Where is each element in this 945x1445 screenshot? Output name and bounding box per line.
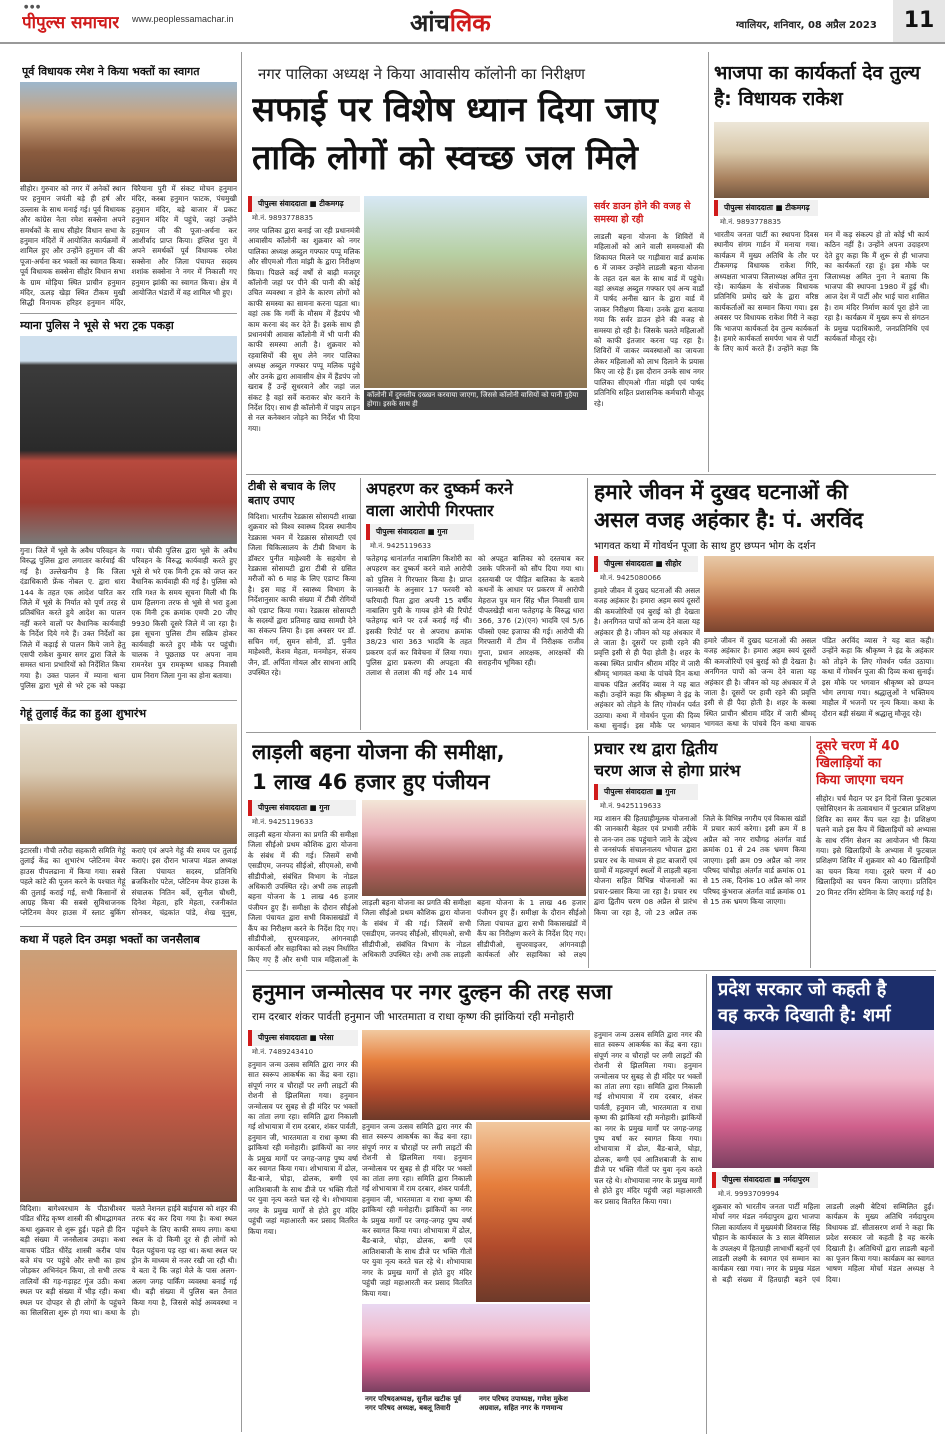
byline: पीपुल्स संवाददाता ■ टीकमगढ़ — [714, 200, 818, 216]
story-headline: म्याना पुलिस ने भूसे से भरा ट्रक पकड़ा — [20, 319, 174, 332]
story-headline: भाजपा का कार्यकर्ता देव तुल्य है: विधायक राकेश — [714, 62, 921, 110]
byline: पीपुल्स संवाददाता ■ गुना — [594, 784, 698, 800]
camp-photo — [362, 800, 586, 896]
procession-photo — [362, 1030, 590, 1120]
story-body: इटारसी। गौची तरौदा सहकारी समिति गेहूं तुलाई केंद्र का शुभारंभ प्लेटिनम वेयर हाउस पीपलढाना में किया गया। सबसे पहले कांटे की पूजन करने के पश्चात गेहूं की तुलाई कराई गई, सभी किसानों से आग्रह किया की सबसे सुविधाजनक प्लेटिनम वेयर हाउस में स्लाट बुकिंग कराएं एवं अपने गेहूं की समय पर तुलाई कराएं। इस दौरान भाजपा मंडल अध्यक्ष जिला पंचायत सदस्य, प्रतिनिधि ब्रजकिशोर पटेल, प्लेटिनम वेयर हाउस के संचालक नितिन बर्वे, सुनील चौधरी, दिनेश मेहता, हरि मेहता, रजनीकांत सोनकर, चंद्रकांत पांडे, शेख यूनुस, — [20, 846, 237, 918]
site-url[interactable]: www.peoplessamachar.in — [132, 14, 234, 24]
story-body: हनुमान जन्म उत्सव समिति द्वारा नगर की सात स्वरूप आकर्षक का केंद्र बना रहा। संपूर्ण नगर व चौराहों पर लगी लाइटों की रोशनी से झिलमिला गया। हनुमान जन्मोत्सव पर सुबह से ही मंदिर पर भक्तों का तांता लगा रहा। समिति द्वारा निकाली गई शोभायात्रा में राम दरबार, शंकर पार्वती, हनुमान जी, भारतमाता व राधा कृष्ण की झांकियां रही मनोहारी। झांकियों का नगर के प्रमुख मार्गों पर जगह-जगह पुष्प वर्षा कर स्वागत किया गया। शोभायात्रा में ढोल, बैंड-बाजे, घोड़ा, ढोलक, बग्गी एवं आतिशबाजी के साथ डीजे पर भक्ति गीतों पर युवा नृत्य करते चल रहे थे। शोभायात्रा नगर के प्रमुख मार्गों से होते हुए मंदिर पहुंची जहां महाआरती कर प्रसाद वितरित किया गया। — [248, 1060, 358, 1236]
story-body: भारतीय जनता पार्टी का स्थापना दिवस स्थानीय संगम गार्डन में मनाया गया। कार्यक्रम में मुख्य अतिथि के तौर पर टीकमगढ़ विधायक राकेश गिरि, अध्यक्षता भाजपा जिलाध्यक्ष अमित नुना रहे। कार्यक्रम के संयोजक विधायक प्रतिनिधि प्रमोद खरे के द्वारा वरिष्ठ कार्यकर्ताओं का सम्मान किया गया। इस अवसर पर विधायक राकेश गिरी ने कहा कि भाजपा कार्यकर्ता देव तुल्य कार्यकर्ता है। हमारे कार्यकर्ता समर्पण भाव से पार्टी के लिए कार्य करते हैं। उन्होंने कहा कि मन में कड़ संकल्प हो तो कोई भी कार्य कठिन नहीं है। उन्होंने अपना उदाहरण देते हुए कहा कि मैं शुरू से ही भाजपा का कार्यकर्ता रहा हूं। इस मौके पर जिलाध्यक्ष अमित नुना ने बताया कि भाजपा की स्थापना 1980 में हुई थी। आज देश में पार्टी और भाई चारा शासित है। राम मंदिर निर्माण कार्य पूरा होने जा रहा है। कार्यक्रम में मुख्य रूप से संगठन के प्रमुख पदाधिकारी, जनप्रतिनिधि एवं कार्यकर्ता मौजूद रहे। — [714, 230, 929, 354]
sidebar-body: लाडली बहना योजना के शिविरों में महिलाओं को आने वाली समस्याओं की शिकायत मिलने पर गाड़ीवारा वार्ड क्रमांक 6 में जाकर उन्होंने लाडली बहना योजना के तहत दल बल के साथ वार्ड में पहुंचे। वहां अध्यक्ष अब्दुल गफ्फार एवं अन्य वार्डों में पार्षद अनीस खान के द्वारा वार्ड में जाकर निरीक्षण किया। उनके द्वारा बताया गया कि सर्वर डाउन होने की वजह से समस्या हो रही है। जिसके चलते महिलाओं को काफी इंतजार करना पड़ रहा है। शिविरों में जाकर व्यवस्थाओं का जायजा लेकर महिलाओं को लाभ दिलाने के प्रयास किए जा रहे हैं। इस दौरान उनके साथ नगर पालिका सीएमओ गीता मांझी एवं पार्षद प्रतिनिधि सहित प्रशासनिक कर्मचारी मौजूद रहे। — [594, 232, 704, 408]
photo-caption: नगर परिषदअध्यक्ष, सुनील खटीक पूर्व नगर परिषद अध्यक्ष, बबलू तिवारी — [365, 1395, 462, 1412]
feature-headline-line2: ताकि लोगों को स्वच्छ जल मिले — [252, 138, 638, 178]
ceremony-photo — [20, 724, 237, 844]
sidebar-title: सर्वर डाउन होने की वजह से समस्या हो रही — [594, 201, 691, 225]
story-headline: पूर्व विधायक रमेश ने किया भक्तों का स्वागत — [22, 65, 200, 78]
devotees-photo — [20, 950, 237, 1202]
story-headline: हनुमान जन्मोत्सव पर नगर दुल्हन की तरह सजा — [252, 980, 612, 1004]
story-body: सीहोर। गुरुवार को नगर में अनेकों स्थान पर हनुमान जयंती बड़े ही हर्ष और उल्लास के साथ मनाई गई। पूर्व विधायक और कांग्रेस नेता रमेश सक्सेना अपने समर्थकों के साथ सीहोर विधान सभा के हनुमान मंदिरों में आयोजित कार्यक्रमों में शामिल हुए और उन्होंने हनुमान जी की पूजा-अर्चना कर भक्तों का स्वागत किया। पूर्व विधायक सक्सेना सीहोर विधान सभा के ग्राम मोड़िया स्थित प्राचीन हनुमान मंदिर, ऊलड़ खेड़ा स्थित टीकम मुखी सिद्धी विनायक हरिहर हनुमान मंदिर, चिरैयाना पुरी में संकट मोचन हनुमान मंदिर, कस्बा हनुमान फाटक, पंचमुखी हनुमान मंदिर, बड़े बाजार में प्रकट हनुमान मंदिर में पहुंचे, जहां उन्होंने हनुमान जी की पूजा-अर्चना कर आशीर्वाद प्राप्त किया। इंग्लिश पुरा में अपने समर्थकों पूर्व विधायक रमेश सक्सेना और जिला पंचायत सदस्य शशांक सक्सेना ने नगर में निकाली गए हनुमान झांकी का स्वागत किया। क्षेत्र में आयोजित भंडारों में वह शामिल भी हुए। — [20, 184, 237, 308]
photo-caption: कॉलोनी में दुरुस्तीय दख्खन करवाया जाएगा, जिससे कॉलोनी वासियों को पानी मुहैया होगा। इसके साथ ही — [364, 390, 587, 410]
byline: पीपुल्स संवाददाता ■ सीहोर — [594, 556, 698, 572]
divider — [20, 313, 237, 314]
byline: पीपुल्स संवाददाता ■ टीकमगढ़ — [248, 196, 360, 212]
story-body-continued: हमारे जीवन में दुखद घटनाओं की असल वजह अहंकार है। हमारा अहम स्वयं दूसरों की कमजोरियों एवं बुराई को ही देखता है। अनगिनत पापों को जन्म देने वाला यह अहंकार ही है। जीवन को यह अंधकार में ले जाता है। दूसरों पर हावी रहने की प्रवृत्ति इसी से ही पैदा होती है। शहर के कस्बा स्थित प्राचीन श्रीराम मंदिर में जारी श्रीमद् भागवत कथा के पांचवे दिन कथा वाचक पंडित अरविंद व्यास ने यह बात कही। उन्होंने कहा कि श्रीकृष्ण ने इंद्र के अहंकार को तोड़ने के लिए गोवर्धन पर्वत उठाया। कथा में गोवर्धन पूजा की दिव्य कथा सुनाई। इस मौके पर भगवान श्रीकृष्ण को छप्पन भोग लगाया गया। श्रद्धालुओं ने भक्तिमय माहौल में भजनों पर नृत्य किया। कथा के दौरान बड़ी संख्या में श्रद्धालु मौजूद रहे। — [704, 636, 934, 729]
brand-logo: पीपुल्स समाचार — [22, 13, 120, 33]
section-title — [410, 6, 491, 39]
women-event-photo — [712, 1030, 934, 1168]
story-headline-line2: 1 लाख 46 हजार हुए पंजीयन — [252, 770, 490, 794]
story-headline-line2: वाला आरोपी गिरफ्तार — [366, 501, 494, 520]
column-divider — [810, 736, 811, 968]
brand-tagline: ● ● ● — [24, 4, 41, 10]
byline: पीपुल्स संवाददाता ■ परेसा — [248, 1030, 358, 1046]
byline: पीपुल्स संवाददाता ■ नर्मदापुरम — [712, 1172, 818, 1188]
story-headline-line1: प्रदेश सरकार जो कहती है — [712, 976, 934, 1004]
inspection-photo — [364, 196, 587, 388]
story-body: विदिशा। बागेश्वरधाम के पीठाधीश्वर पंडित धीरेंद्र कृष्ण शास्त्री की श्रीमद्भागवत कथा शुक्रवार से शुरू हुई। पहले ही दिन बड़ी संख्या में जनसैलाब उमड़ा। कथा वाचक पंडित धीरेंद्र शास्त्री करीब पांच बजे मंच पर पहुंचे और सभी का हाथ जोड़कर अभिनंदन किया, तो सभी तरफ तालियों की गड़-गड़ाहट गूंज उठी। कथा स्थल पर बड़ी संख्या में भीड़ रही। कथा स्थल पर दोपहर से ही लोगों के पहुंचने का सिलसिला शुरू हो गया था। कथा के चलते नेशनल हाईवे बाईपास को शहर की तरफ बंद कर दिया गया है। कथा स्थल पहुंचने के लिए काफी समय लगा। कथा स्थल के दो किमी दूर से ही लोगों को पैदल पहुंचना पड़ रहा था। कथा स्थल पर ड्रोन के माध्यम से नजर रखी जा रही थी। ये बता दें कि जहां मेले के पास अलग-अलग जगह पार्किंग व्यवस्था बनाई गई थी। बड़ी संख्या में पुलिस बल तैनात किया गया है, जिससे कोई अव्यवस्था न हो। — [20, 1204, 237, 1318]
story-body: हमारे जीवन में दुखद घटनाओं की असल वजह अहंकार है। हमारा अहम स्वयं दूसरों की कमजोरियों एवं बुराई को ही देखता है। अनगिनत पापों को जन्म देने वाला यह अहंकार ही है। जीवन को यह अंधकार में ले जाता है। दूसरों पर हावी रहने की प्रवृत्ति इसी से ही पैदा होती है। शहर के कस्बा स्थित प्राचीन श्रीराम मंदिर में जारी श्रीमद् भागवत कथा के पांचवे दिन कथा वाचक पंडित अरविंद व्यास ने यह बात कही। उन्होंने कहा कि श्रीकृष्ण ने इंद्र के अहंकार को तोड़ने के लिए गोवर्धन पर्वत उठाया। कथा में गोवर्धन पूजा की दिव्य कथा सुनाई। इस मौके पर भगवान — [594, 586, 700, 730]
dateline: ग्वालियर, शनिवार, 08 अप्रैल 2023 — [736, 20, 877, 31]
story-headline: कथा में पहले दिन उमड़ा भक्तों का जनसैलाब — [20, 933, 200, 946]
column-divider — [708, 52, 709, 472]
story-subhead: भागवत कथा में गोवर्धन पूजा के साथ हुए छप्पन भोग के दर्शन — [594, 541, 816, 552]
story-headline-line3: किया जाएगा चयन — [816, 773, 904, 788]
divider — [246, 732, 936, 733]
feature-headline-line1: सफाई पर विशेष ध्यान दिया जाए — [252, 90, 658, 130]
reporter-phone: मो.नं. 9993709994 — [718, 1190, 780, 1198]
divider — [246, 970, 936, 971]
column-divider — [587, 478, 588, 730]
divider — [246, 474, 936, 475]
feature-body: नगर पालिका द्वारा बनाई जा रही प्रधानमंत्री आवासीय कॉलोनी का शुक्रवार को नगर पालिका अध्यक्ष अब्दुल गफ्फार पप्पू मलिक और सीएमओ गीता मांझी के द्वारा निरीक्षण किया। पिछले कई वर्षों से बाढ़ी मजदूर कॉलोनी जहां पर पीने की पानी की कोई उचित व्यवस्था न होने के कारण लोगों को काफी समस्या का सामना करना पड़ता था। वहां तक कि गर्मी के मौसम में हैंडपंप भी काम करना बंद कर देते हैं। इसके साथ ही प्रधानमंत्री आवास कॉलोनी में भी पानी की काफी समस्या आती है। शुक्रवार को रहवासियों की सुध लेने नगर पालिका अध्यक्ष अब्दुल गफ्फार पप्पू मलिक पहुंचे और उनके द्वारा आवासीय क्षेत्र में हैंडपंप जो खराब हैं उन्हें सुधरवाने और जहां जल संकट है वहां सर्वे कराकर बोर कराने के निर्देश दिए। साथ ही कॉलोनी में पाइप लाइन से नल कनेक्शन जोड़ने का निर्देश भी दिया गया। — [248, 226, 360, 433]
reporter-phone: मो.नं. 9425119633 — [600, 802, 662, 810]
story-headline-line1: हमारे जीवन में दुखद घटनाओं की — [594, 480, 848, 504]
story-headline-line2: खिलाड़ियों का — [816, 756, 882, 771]
story-headline: टीबी से बचाव के लिए बताए उपाए — [248, 480, 336, 507]
byline: पीपुल्स संवाददाता ■ गुना — [248, 800, 356, 816]
reporter-phone: मो.नं. 9425080066 — [600, 574, 662, 582]
story-headline-line2: चरण आज से होगा प्रारंभ — [594, 761, 741, 780]
story-headline-line1: प्रचार रथ द्वारा द्वितीय — [594, 739, 718, 758]
story-headline-line1: दूसरे चरण में 40 — [816, 739, 900, 754]
story-subhead: राम दरबार शंकर पार्वती हनुमान जी भारतमाता व राधा कृष्ण की झांकियां रही मनोहारी — [252, 1011, 574, 1023]
section-title-part-a: आंच — [410, 9, 450, 37]
truck-photo — [20, 336, 237, 544]
reporter-phone: मो.नं. 9893778835 — [720, 218, 782, 226]
story-body: शुक्रवार को भारतीय जनता पार्टी महिला मोर्चा नगर मंडल नर्मदापुरम द्वारा भाजपा जिला कार्यालय में मुख्यमंत्री शिवराज सिंह चौहान के कार्यकाल के 3 साल बेमिसाल के उपलक्ष्य में हितग्राही लाभार्थी बहनों एवं लाडली लक्ष्मी के स्वागत एवं सम्मान का कार्यक्रम रखा गया। नगर के प्रमुख मंडल से बड़ी संख्या में हितग्राही बहने एवं लाडली लक्ष्मी बेटियां सम्मिलित हुईं। कार्यक्रम के मुख्य अतिथि नर्मदापुरम विधायक डॉ. सीतासरण शर्मा ने कहा कि प्रदेश सरकार जो कहती है वह करके दिखाती है। अतिथियों द्वारा लाडली बहनों का पूजन किया गया। कार्यक्रम का स्वागत भाषण महिला मोर्चा मंडल अध्यक्ष ने दिया। — [712, 1202, 934, 1284]
story-body-continued: हनुमान जन्म उत्सव समिति द्वारा नगर की सात स्वरूप आकर्षक का केंद्र बना रहा। संपूर्ण नगर व चौराहों पर लगी लाइटों की रोशनी से झिलमिला गया। हनुमान जन्मोत्सव पर सुबह से ही मंदिर पर भक्तों का तांता लगा रहा। समिति द्वारा निकाली गई शोभायात्रा में राम दरबार, शंकर पार्वती, हनुमान जी, भारतमाता व राधा कृष्ण की झांकियां रही मनोहारी। झांकियों का नगर के प्रमुख मार्गों पर जगह-जगह पुष्प वर्षा कर स्वागत किया गया। शोभायात्रा में ढोल, बैंड-बाजे, घोड़ा, ढोलक, बग्गी एवं आतिशबाजी के साथ डीजे पर भक्ति गीतों पर युवा नृत्य करते चल रहे थे। शोभायात्रा नगर के प्रमुख मार्गों से होते हुए मंदिर पहुंची जहां महाआरती कर प्रसाद वितरित किया गया। — [362, 1122, 472, 1298]
story-body: मप्र शासन की हितग्राहीमूलक योजनाओं की जानकारी बेहतर एवं प्रभावी तरीके से जन-जन तक पहुंचाने जाने के उद्देश्य से जनसंपर्क संचालनालय भोपाल द्वारा प्रचार रथ के माध्यम से हाट बाजारों एवं ग्रामों में महत्वपूर्ण स्थलों में लाड़ली बहना योजना सहित विभिन्न योजनाओं का प्रचार-प्रसार किया जा रहा है। प्रचार रथ द्वारा द्वितीय चरण 08 अप्रैल से प्रारंभ किया जा रहा है, जो 23 अप्रैल तक जिले के विभिन्न नगरीय एवं विकास खंडों में प्रचार कार्य करेगा। इसी क्रम में 8 अप्रैल को नगर राघौगढ़ अंतर्गत वार्ड क्रमांक 01 से 24 तक भ्रमण किया जाएगा। इसी क्रम 09 अप्रैल को नगर परिषद चांचौड़ा अंतर्गत वार्ड क्रमांक 01 से 15 तक, दिनांक 10 अप्रैल को नगर परिषद कुंभराज अंतर्गत वार्ड क्रमांक 01 से 15 तक भ्रमण किया जाएगा। — [594, 814, 806, 917]
story-body: सीहोर। चर्च मैदान पर इन दिनों जिला फुटबाल एसोसिएशन के तत्वावधान में फुटबाल प्रशिक्षण शिविर का समर कैंप चल रहा है। प्रशिक्षण चलने वाले इस कैंप में खिलाड़ियों को अभ्यास के साथ रनिंग सेशन का आयोजन भी किया गया। इसे खिलाड़ियों के अभ्यास में फुटबाल प्रशिक्षण शिविर में शुक्रवार को 40 खिलाड़ियों का चयन किया गया। दूसरे चरण में 40 खिलाड़ियों का चयन किया जाएगा। प्रतिदिन 20 मिनट रनिंग स्टेमिना के लिए कराई गई है। — [816, 794, 936, 897]
story-body: गुना। जिले में भूसे के अवैध परिवहन के विरुद्ध पुलिस द्वारा लगातार कार्रवाई की गई है। उल्लेखनीय है कि जिला दंडाधिकारी फ्रेंक नोबल ए. द्वारा धारा 144 के तहत एक आदेश पारित कर जिले में भूसे के निर्यात को पूर्ण तरह से प्रतिबंधित करते हुये आदेश का पालन नहीं करने वालों पर वैधानिक कार्यवाही के निर्देश दिये गये हैं। उक्त निर्देशों का जिले में कड़ाई से पालन किये जाने हेतु एसपी राकेश कुमार सगर द्वारा जिले के समस्त थाना प्रभारियों को निर्देशित किया गया है। उक्त पालन में म्याना थाना पुलिस द्वारा भूसे से भरे ट्रक को पकड़ा गया। चौकी पुलिस द्वारा भूसे के अवैध परिवहन के विरुद्ध कार्यवाही करते हुए भूसे से भरे एक मिनी ट्रक को जप्त कर वैधानिक कार्यवाही की गई है। पुलिस को रात्रि गश्त के समय सूचना मिली थी कि ग्राम हिलगना तरफ से भूसे से भरा हुआ एक मिनी ट्रक क्रमांक एमपी 20 जीए 9930 किसी दूसरे जिले में जा रहा है। इस सूचना पुलिस टीम सक्रिय होकर कार्यवाही करते हुए मौके पर पहुंची। चालक ने पूछताछ पर अपना नाम रामनरेश पुत्र रामकृष्ण धाकड़ निवासी ग्राम निराग जिला गुना का होना बताया। — [20, 546, 237, 691]
story-body-continued: लाड़ली बहना योजना का प्रगति की समीक्षा जिला सीईओ प्रथम कौशिक द्वारा योजना के संबंध में की गई। जिसमें सभी एसडीएम, जनपद सीईओ, सीएमओ, सभी सीडीपीओ, संबंधित विभाग के नोडल अधिकारी उपस्थित रहे। अभी तक लाड़ली बहना योजना के 1 लाख 46 हजार पंजीयन हुए हैं। समीक्षा के दौरान सीईओ जिला पंचायत द्वारा सभी विकासखंडों में कैंप का निरीक्षण करने के निर्देश दिए गए। सीडीपीओ, सुपरवाइजर, आंगनवाड़ी कार्यकर्ता और सहायिका को लक्ष्य — [362, 898, 586, 960]
story-headline-line2: असल वजह अहंकार है: पं. अरविंद — [594, 508, 864, 532]
column-divider — [588, 736, 589, 968]
reporter-phone: मो.नं. 7489243410 — [252, 1048, 314, 1056]
page-number: 11 — [893, 0, 945, 42]
column-divider — [241, 52, 242, 1432]
story-headline-line1: अपहरण कर दुष्कर्म करने — [366, 479, 513, 498]
story-body-continued: हनुमान जन्म उत्सव समिति द्वारा नगर की सात स्वरूप आकर्षक का केंद्र बना रहा। संपूर्ण नगर व चौराहों पर लगी लाइटों की रोशनी से झिलमिला गया। हनुमान जन्मोत्सव पर सुबह से ही मंदिर पर भक्तों का तांता लगा रहा। समिति द्वारा निकाली गई शोभायात्रा में राम दरबार, शंकर पार्वती, हनुमान जी, भारतमाता व राधा कृष्ण की झांकियां रही मनोहारी। झांकियों का नगर के प्रमुख मार्गों पर जगह-जगह पुष्प वर्षा कर स्वागत किया गया। शोभायात्रा में ढोल, बैंड-बाजे, घोड़ा, ढोलक, बग्गी एवं आतिशबाजी के साथ डीजे पर भक्ति गीतों पर युवा नृत्य करते चल रहे थे। शोभायात्रा नगर के प्रमुख मार्गों से होते हुए मंदिर पहुंची जहां महाआरती कर प्रसाद वितरित किया गया। — [594, 1030, 702, 1206]
feature-kicker: नगर पालिका अध्यक्ष ने किया आवासीय कॉलोनी का निरीक्षण — [258, 65, 585, 83]
rally-photo — [20, 82, 237, 182]
column-divider — [706, 974, 707, 1434]
story-body: विदिशा। भारतीय रेडक्रास सोसायटी शाखा शुक्रवार को विश्व स्वास्थ्य दिवस स्थानीय रेडक्रास भवन में रेडक्रास सोसायटी एवं जिला चिकित्सालय के टीबी विभाग के डॉक्टर पुनीत माहेश्वरी के सहयोग से रेडक्रास सोसायटी द्वारा टीबी से ग्रसित मरीजों को 6 माह के लिए एडाप्ट किया है। इस माह में स्वास्थ्य विभाग के निर्देशानुसार काफी संख्या में टीबी रोगियों को एडाप्ट किया गया। रेडक्रास सोसायटी के सदस्यों द्वारा प्रतिमाह खाद्य सामग्री देने का संकल्प लिया है। इस अवसर पर डॉ. सचिन गर्ग, सुमन सोनी, डॉ. पुनीत माहेश्वरी, केशव मेहता, मनमोहन, संजय जैन, डॉ. अर्पिता गोयल और साधना आदि उपस्थित रहे। — [248, 512, 356, 678]
byline: पीपुल्स संवाददाता ■ गुना — [366, 524, 474, 540]
reporter-phone: मो.नं. 9425119633 — [252, 818, 314, 826]
photo-caption: नगर परिषद उपाध्यक्ष, गणेश मुकेश अग्रवाल, सहित नगर के गणमान्य — [479, 1395, 568, 1412]
story-body: फतेहगढ़ थानांतर्गत नाबालिग किशोरी का अपहरण कर दुष्कर्म करने वाले आरोपी को पुलिस ने गिरफ्तार किया है। प्राप्त जानकारी के अनुसार 17 फरवरी को फरियादी पिता द्वारा अपनी 15 वर्षीय नाबालिग पुत्री के गायब होने की रिपोर्ट फतेहगढ़ थाने पर दर्ज कराई गई थी। इसकी रिपोर्ट पर से अपराध क्रमांक 38/23 धारा 363 भादवि के तहत प्रकरण दर्ज कर विवेचना में लिया गया। पुलिस द्वारा प्रकरण की अपहृता की तलाश से तलाश की गई और 14 मार्च को अपहृत बालिका को दस्तयाब कर उसके परिजनों को सौंप दिया गया था। दस्तयाबी पर पीड़ित बालिका के बताये कथनों के आधार पर प्रकरण में आरोपी मेहराज पुत्र मान सिंह भील निवासी ग्राम पीपलखेड़ी थाना फतेहगढ़ के विरुद्ध धारा 366, 376 (2)(एन) भादवि एवं 5/6 पॉक्सो एक्ट इजाफा की गई। आरोपी की गिरफ्तारी में टीम में निरीक्षक राजीव गुप्ता, प्रधान आरक्षक, आरक्षकों की सराहनीय भूमिका रही। — [366, 554, 584, 678]
reporter-phone: मो.नं. 9893778835 — [252, 214, 314, 222]
tableau-photo — [362, 1304, 590, 1392]
divider — [20, 700, 237, 701]
story-headline-line2: वह करके दिखाती है: शर्मा — [712, 1002, 934, 1030]
reporter-phone: मो.नं. 9425119633 — [370, 542, 432, 550]
story-headline-line1: लाड़ली बहना योजना की समीक्षा, — [252, 740, 505, 764]
story-body: लाड़ली बहना योजना का प्रगति की समीक्षा जिला सीईओ प्रथम कौशिक द्वारा योजना के संबंध में की गई। जिसमें सभी एसडीएम, जनपद सीईओ, सीएमओ, सभी सीडीपीओ, संबंधित विभाग के नोडल अधिकारी उपस्थित रहे। अभी तक लाड़ली बहना योजना के 1 लाख 46 हजार पंजीयन हुए हैं। समीक्षा के दौरान सीईओ जिला पंचायत द्वारा सभी विकासखंडों में कैंप का निरीक्षण करने के निर्देश दिए गए। सीडीपीओ, सुपरवाइजर, आंगनवाड़ी कार्यकर्ता और सहायिका को लक्ष्य निर्धारित किए गए हैं और सभी पात्र महिलाओं के — [248, 830, 358, 964]
katha-photo — [704, 556, 934, 632]
column-divider — [360, 478, 361, 730]
section-title-part-b: लिक — [449, 9, 491, 37]
deity-tableau-photo — [476, 1122, 590, 1302]
masthead — [0, 0, 945, 44]
divider — [20, 926, 237, 927]
story-headline: गेहूं तुलाई केंद्र का हुआ शुभारंभ — [20, 707, 147, 720]
bjp-event-photo — [714, 122, 929, 198]
